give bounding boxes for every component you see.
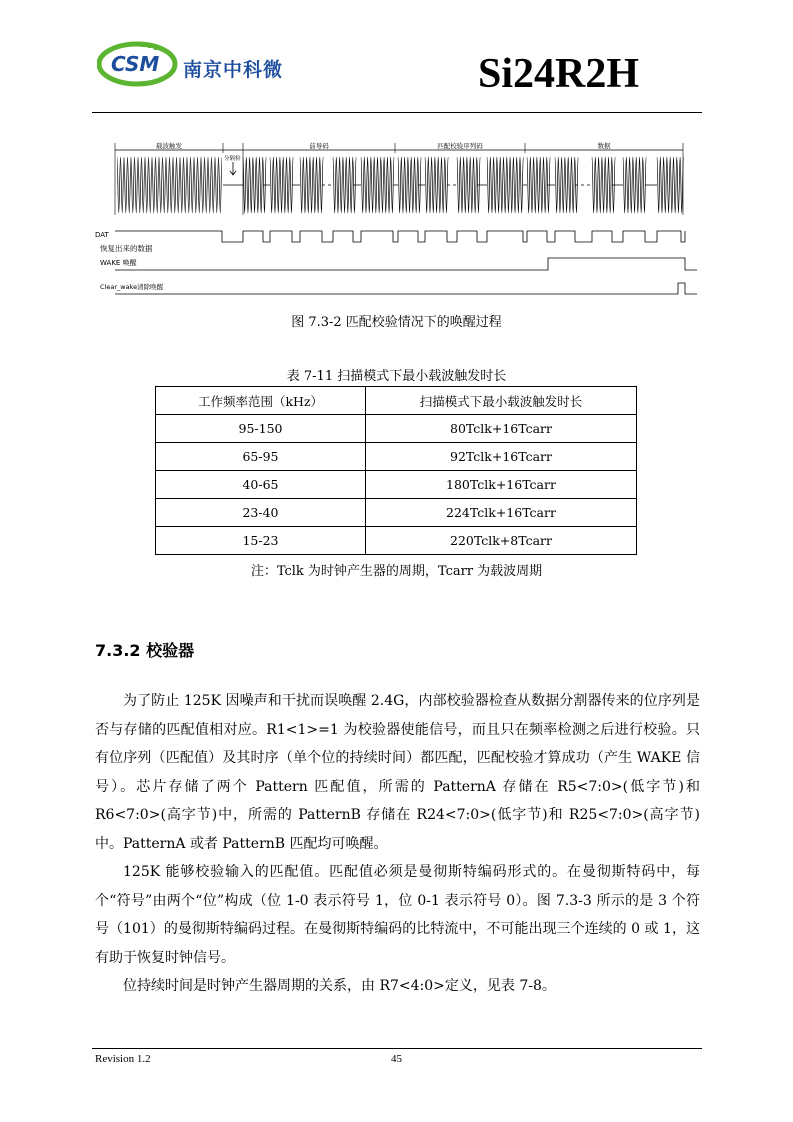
table-cell: 180Tclk+16Tcarr — [366, 471, 637, 499]
table-caption: 表 7-11 扫描模式下最小载波触发时长 — [286, 369, 507, 384]
logo-mark: CSM — [111, 52, 160, 76]
table-row — [156, 415, 637, 443]
table-cell: 40-65 — [156, 471, 366, 499]
table-row — [156, 443, 637, 471]
table-cell: 220Tclk+8Tcarr — [366, 527, 637, 555]
paragraph: 为了防止 125K 因噪声和干扰而误唤醒 2.4G，内部校验器检查从数据分割器传来的位序列是否与存储的匹配值相对应。R1<1>=1 为校验器使能信号，而且只在频率检测之后进行校验。只有位序列（匹配值）及其时序（单个位的持续时间）都匹配，匹配校验才算成功（产生 WAKE 信号）。芯片存储了两个 Pattern 匹配值，所需的 PatternA 存储在 R5<7:0>(低字节)和 R6<7:0>(高字节)中，所需的 PatternB 存储在 R24<7:0>(低字节)和 R25<7:0>(高字节)中。PatternA 或者 PatternB 匹配均可唤醒。 — [95, 693, 700, 852]
paragraph: 125K 能够校验输入的匹配值。匹配值必须是曼彻斯特编码形式的。在曼彻斯特码中，每个“符号”由两个“位”构成（位 1-0 表示符号 1，位 0-1 表示符号 0）。图 7.3-3 所示的是 3 个符号（101）的曼彻斯特编码过程。在曼彻斯特编码的比特流中，不可能出现三个连续的 0 或 1，这有助于恢复时钟信号。 — [95, 864, 700, 966]
logo-text: 南京中科微 — [183, 59, 284, 81]
table-cell: 65-95 — [156, 443, 366, 471]
product-title: Si24R2H — [478, 51, 640, 97]
table-header-cell: 扫描模式下最小载波触发时长 — [366, 387, 637, 415]
section-body — [95, 687, 700, 1001]
table-cell: 23-40 — [156, 499, 366, 527]
table-cell: 224Tclk+16Tcarr — [366, 499, 637, 527]
section-title: 7.3.2 校验器 — [95, 641, 195, 660]
signal-label-recovered: 恢复出来的数据 — [100, 244, 153, 253]
segment-label-pattern: 匹配校验序列码 — [437, 142, 483, 150]
table-note: 注：Tclk 为时钟产生器的周期，Tcarr 为载波周期 — [250, 564, 543, 579]
trigger-duration-table — [155, 386, 637, 555]
dat-waveform — [115, 231, 685, 242]
table-cell: 95-150 — [156, 415, 366, 443]
signal-label-clear-wake: Clear_wake清除唤醒 — [100, 283, 164, 291]
segment-label-preamble: 前导码 — [309, 142, 329, 150]
footer-divider — [92, 1048, 702, 1049]
carrier-waveform — [117, 157, 683, 213]
table-row — [156, 499, 637, 527]
down-arrow-icon — [230, 162, 236, 175]
table-cell: 15-23 — [156, 527, 366, 555]
segment-label-trigger: 载波触发 — [156, 142, 182, 150]
revision-label: Revision 1.2 — [95, 1053, 151, 1065]
table-header-cell: 工作频率范围（kHz） — [156, 387, 366, 415]
separator-label: 分隔检 — [224, 156, 241, 162]
paragraph: 位持续时间是时钟产生器周期的关系，由 R7<4:0>定义，见表 7-8。 — [123, 978, 556, 994]
wake-waveform — [115, 258, 697, 270]
segment-label-data: 数据 — [597, 142, 611, 150]
timing-diagram — [95, 135, 705, 300]
table-header-row — [156, 387, 637, 415]
table-cell: 80Tclk+16Tcarr — [366, 415, 637, 443]
figure-caption: 图 7.3-2 匹配校验情况下的唤醒过程 — [291, 315, 502, 330]
table-row — [156, 527, 637, 555]
table-cell: 92Tclk+16Tcarr — [366, 443, 637, 471]
page-number: 45 — [391, 1053, 402, 1065]
signal-label-dat: DAT — [95, 231, 109, 239]
table-row — [156, 471, 637, 499]
clear-wake-waveform — [115, 283, 697, 294]
header-divider — [92, 112, 702, 113]
signal-label-wake: WAKE 唤醒 — [100, 259, 137, 267]
